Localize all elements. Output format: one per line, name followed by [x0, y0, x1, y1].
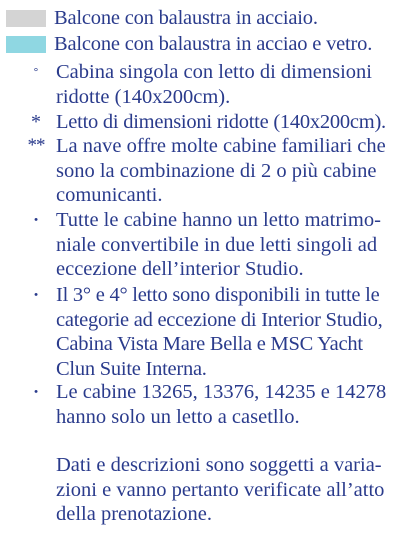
note-text	[56, 283, 396, 381]
bullet-icon: •	[34, 289, 38, 301]
note-line: Il 3° e 4° letto sono disponibili in tutte le	[56, 284, 380, 306]
note-text	[56, 208, 396, 282]
note-line: niale convertibile in due letti singoli ad	[56, 233, 378, 256]
legend-row-steel	[6, 7, 318, 29]
disclaimer-text	[56, 453, 396, 527]
legend-label: Balcone con balaustra in acciao e vetro.	[54, 33, 373, 55]
note-line: La nave offre molte cabine familiari che	[56, 135, 386, 157]
degree-marker-icon: °	[33, 66, 39, 78]
bullet-icon: •	[34, 386, 38, 398]
note-text	[56, 380, 396, 429]
note-line: Cabina Vista Mare Bella e MSC Yacht	[56, 333, 363, 355]
note-line: categorie ad eccezione di Interior Studio,	[56, 308, 383, 331]
note-text	[56, 110, 396, 135]
legend-swatch-grey	[6, 10, 46, 27]
bullet-icon: •	[34, 214, 38, 226]
note-line: ridotte (140x200cm).	[56, 85, 231, 108]
disclaimer-line: della prenotazione.	[56, 503, 212, 525]
note-line: Tutte le cabine hanno un letto matrimo-	[56, 209, 381, 231]
note-line: hanno solo un letto a casetllo.	[56, 405, 300, 428]
note-line: eccezione dell’interior Studio.	[56, 258, 304, 280]
legend-swatch-cyan	[6, 36, 46, 53]
note-line: Le cabine 13265, 13376, 14235 e 14278	[56, 381, 387, 403]
note-line: Letto di dimensioni ridotte (140x200cm).	[56, 111, 386, 133]
legend-label: Balcone con balaustra in acciaio.	[54, 7, 318, 29]
double-asterisk-marker-icon: **	[27, 135, 45, 156]
note-line: Clun Suite Interna.	[56, 357, 207, 380]
note-line: Cabina singola con letto di dimensioni	[56, 61, 372, 83]
note-text	[56, 134, 396, 208]
note-text	[56, 60, 396, 109]
asterisk-marker-icon: *	[31, 111, 41, 133]
legend-row-glass	[6, 33, 372, 55]
disclaimer-line: zioni e vanno pertanto verificate all’atto	[56, 478, 385, 501]
disclaimer-line: Dati e descrizioni sono soggetti a varia-	[56, 454, 382, 476]
note-line: sono la combinazione di 2 o più cabine	[56, 159, 377, 182]
note-line: comunicanti.	[56, 184, 163, 206]
